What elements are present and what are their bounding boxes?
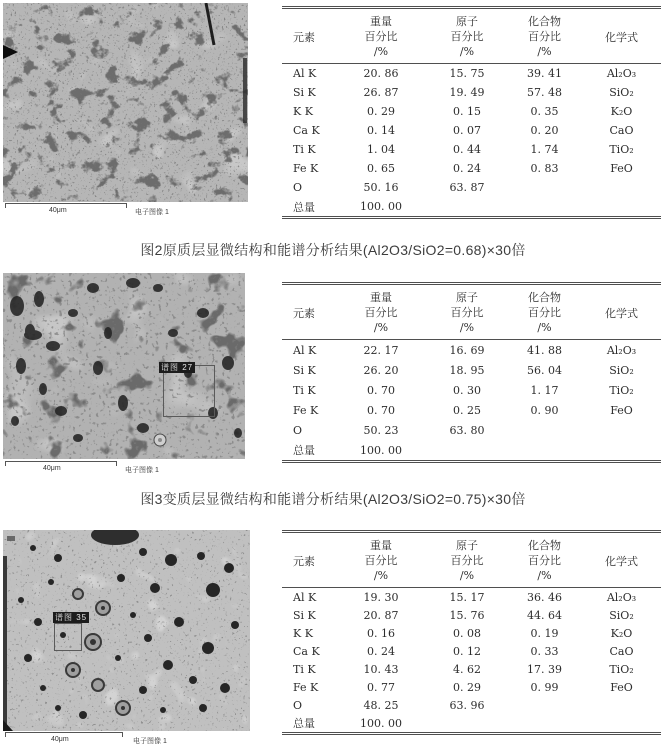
cell-weight: 50. 23	[363, 423, 399, 437]
cell-compound: 0. 99	[530, 680, 559, 694]
table-row	[282, 678, 661, 696]
cell-weight: 0. 70	[367, 383, 395, 397]
cell-compound: 17. 39	[527, 662, 562, 676]
cell-atomic	[427, 714, 507, 732]
table-row	[282, 714, 661, 732]
cell-atomic: 0. 30	[453, 383, 481, 397]
table-row	[282, 606, 661, 624]
table-row	[282, 178, 661, 197]
table-row	[282, 420, 661, 440]
cell-formula	[582, 420, 661, 440]
sem-image-1	[3, 3, 248, 202]
cell-formula: SiO₂	[609, 363, 634, 377]
scale-bar-2	[5, 461, 117, 466]
cell-formula: FeO	[610, 162, 633, 175]
cell-formula: Al₂O₃	[606, 590, 637, 604]
cell-compound	[507, 714, 582, 732]
col-header-atomic: 原子 百分比 /%	[427, 533, 507, 588]
cell-weight: 0. 16	[367, 626, 395, 640]
table-row	[282, 121, 661, 140]
sem-micrograph-3	[3, 530, 250, 731]
scale-label-1: 40μm	[49, 207, 67, 214]
cell-compound	[507, 178, 582, 197]
cell-atomic: 19. 49	[449, 86, 485, 99]
cell-weight: 20. 87	[363, 608, 399, 622]
cell-atomic: 0. 15	[453, 105, 481, 118]
cell-compound: 44. 64	[527, 608, 562, 622]
cell-formula: Al₂O₃	[606, 343, 637, 357]
cell-atomic: 63. 80	[449, 423, 485, 437]
cell-element: Ca K	[293, 124, 320, 137]
col-header-atomic: 原子 百分比 /%	[427, 9, 507, 64]
cell-weight: 50. 16	[363, 181, 399, 194]
table-row	[282, 642, 661, 660]
cell-element: K K	[293, 626, 313, 640]
cell-weight: 100. 00	[360, 716, 402, 730]
cell-compound: 0. 20	[530, 124, 559, 137]
cell-atomic: 18. 95	[449, 363, 485, 377]
table-row	[282, 102, 661, 121]
sem-micrograph-1	[3, 3, 248, 202]
cell-formula	[582, 178, 661, 197]
table-row	[282, 140, 661, 159]
micrograph-2-footer	[3, 460, 245, 474]
cell-element: Fe K	[293, 680, 319, 694]
spectrum-box-35	[54, 623, 82, 651]
cell-formula: SiO₂	[609, 608, 634, 622]
cell-element: Fe K	[293, 162, 319, 175]
table-row	[282, 159, 661, 178]
col-header-formula: 化学式	[582, 9, 661, 64]
cell-weight: 0. 65	[367, 162, 395, 175]
col-header-element: 元素	[282, 9, 335, 64]
cell-compound: 56. 04	[527, 363, 562, 377]
cell-compound: 36. 46	[527, 590, 562, 604]
cell-formula: K₂O	[610, 626, 633, 640]
cell-atomic: 63. 96	[449, 698, 485, 712]
cell-atomic: 0. 44	[453, 143, 481, 156]
cell-compound: 39. 41	[527, 67, 562, 80]
cell-element: Ca K	[293, 644, 320, 658]
cell-compound: 0. 83	[530, 162, 559, 175]
cell-element: Ti K	[293, 662, 316, 676]
cell-atomic: 0. 07	[453, 124, 481, 137]
cell-compound: 0. 35	[530, 105, 559, 118]
cell-atomic	[427, 197, 507, 216]
scale-label-2: 40μm	[43, 465, 61, 472]
micrograph-1-footer	[3, 202, 248, 216]
cell-weight: 0. 24	[367, 644, 395, 658]
col-header-formula: 化学式	[582, 533, 661, 588]
cell-formula: TiO₂	[609, 662, 634, 676]
cell-element: Si K	[293, 363, 316, 377]
table-row	[282, 588, 661, 607]
cell-formula	[582, 197, 661, 216]
cell-atomic: 16. 69	[449, 343, 485, 357]
cell-element: Fe K	[293, 403, 319, 417]
cell-element: Al K	[293, 590, 317, 604]
spectrum-label-27: 谱图 27	[161, 363, 194, 372]
table-row	[282, 360, 661, 380]
cell-weight: 19. 30	[363, 590, 399, 604]
col-header-formula: 化学式	[582, 285, 661, 340]
cell-formula	[582, 696, 661, 714]
table-row	[282, 83, 661, 102]
cell-atomic: 0. 12	[453, 644, 481, 658]
cell-element: Ti K	[293, 143, 316, 156]
cell-formula: CaO	[609, 124, 634, 137]
cell-compound: 41. 88	[527, 343, 562, 357]
cell-atomic: 15. 75	[449, 67, 485, 80]
table-row	[282, 380, 661, 400]
cell-element: Si K	[293, 608, 316, 622]
image-label-3: 电子图像 1	[133, 738, 167, 745]
cell-compound: 0. 90	[530, 403, 559, 417]
cell-compound: 0. 33	[530, 644, 559, 658]
eds-table-3	[282, 530, 661, 735]
col-header-element: 元素	[282, 533, 335, 588]
cell-compound: 0. 19	[530, 626, 559, 640]
figure-caption-3: 图3变质层显微结构和能谱分析结果(Al2O3/SiO2=0.75)×30倍	[140, 491, 526, 507]
sem-image-3	[3, 530, 250, 731]
cell-element: Al K	[293, 343, 317, 357]
cell-element: 总量	[293, 717, 315, 730]
cell-compound	[507, 696, 582, 714]
table-header-row	[282, 533, 661, 588]
image-label-2: 电子图像 1	[125, 467, 159, 474]
col-header-weight: 重量 百分比 /%	[335, 9, 427, 64]
cell-element: Si K	[293, 86, 316, 99]
cell-formula: TiO₂	[609, 383, 634, 397]
col-header-weight: 重量 百分比 /%	[335, 285, 427, 340]
cell-element: O	[293, 181, 303, 194]
cell-element: Al K	[293, 67, 317, 80]
eds-table-1	[282, 6, 661, 219]
cell-compound: 1. 74	[530, 143, 559, 156]
table-row	[282, 660, 661, 678]
col-header-compound: 化合物 百分比 /%	[507, 533, 582, 588]
cell-weight: 20. 86	[363, 67, 399, 80]
cell-formula: FeO	[610, 403, 633, 417]
cell-compound	[507, 197, 582, 216]
cell-atomic: 0. 24	[453, 162, 481, 175]
cell-weight: 48. 25	[363, 698, 399, 712]
cell-formula: SiO₂	[609, 86, 634, 99]
cell-atomic	[427, 440, 507, 460]
cell-weight: 26. 87	[363, 86, 399, 99]
cell-compound	[507, 440, 582, 460]
cell-atomic: 4. 62	[453, 662, 481, 676]
col-header-element: 元素	[282, 285, 335, 340]
cell-weight: 1. 04	[367, 143, 395, 156]
cell-compound: 1. 17	[530, 383, 559, 397]
cell-weight: 0. 70	[367, 403, 395, 417]
cell-compound: 57. 48	[527, 86, 562, 99]
cell-element: O	[293, 698, 303, 712]
table-row	[282, 440, 661, 460]
cell-weight: 0. 14	[367, 124, 395, 137]
cell-formula	[582, 714, 661, 732]
cell-atomic: 63. 87	[449, 181, 485, 194]
cell-formula: Al₂O₃	[606, 67, 637, 80]
spectrum-label-35: 谱图 35	[55, 613, 88, 622]
col-header-weight: 重量 百分比 /%	[335, 533, 427, 588]
col-header-compound: 化合物 百分比 /%	[507, 285, 582, 340]
cell-atomic: 0. 29	[453, 680, 481, 694]
cell-weight: 0. 77	[367, 680, 395, 694]
cell-formula: FeO	[610, 680, 633, 694]
table-row	[282, 64, 661, 84]
cell-element: 总量	[293, 444, 315, 457]
figure-caption-2: 图2原质层显微结构和能谱分析结果(Al2O3/SiO2=0.68)×30倍	[140, 242, 526, 258]
cell-formula: K₂O	[610, 105, 633, 118]
table-row	[282, 340, 661, 361]
table-row	[282, 197, 661, 216]
cell-atomic: 0. 25	[453, 403, 481, 417]
cell-element: O	[293, 423, 303, 437]
cell-formula: CaO	[609, 644, 634, 658]
table-row	[282, 696, 661, 714]
image-label-1: 电子图像 1	[135, 209, 169, 216]
cell-formula: TiO₂	[609, 143, 634, 156]
cell-formula	[582, 440, 661, 460]
eds-table-2	[282, 282, 661, 463]
table-row	[282, 624, 661, 642]
col-header-compound: 化合物 百分比 /%	[507, 9, 582, 64]
cell-element: 总量	[293, 200, 315, 214]
cell-element: Ti K	[293, 383, 316, 397]
cell-weight: 10. 43	[363, 662, 399, 676]
cell-weight: 22. 17	[363, 343, 399, 357]
cell-weight: 0. 29	[367, 105, 395, 118]
table-row	[282, 400, 661, 420]
cell-compound	[507, 420, 582, 440]
micrograph-3-footer	[3, 731, 250, 745]
cell-weight: 100. 00	[360, 200, 402, 213]
table-header-row	[282, 285, 661, 340]
cell-atomic: 15. 76	[449, 608, 485, 622]
col-header-atomic: 原子 百分比 /%	[427, 285, 507, 340]
sem-micrograph-2	[3, 273, 245, 459]
cell-atomic: 0. 08	[453, 626, 481, 640]
cell-element: K K	[293, 105, 313, 118]
scale-label-3: 40μm	[51, 736, 69, 743]
cell-atomic: 15. 17	[449, 590, 485, 604]
cell-weight: 100. 00	[360, 443, 402, 457]
table-header-row	[282, 9, 661, 64]
cell-weight: 26. 20	[363, 363, 399, 377]
